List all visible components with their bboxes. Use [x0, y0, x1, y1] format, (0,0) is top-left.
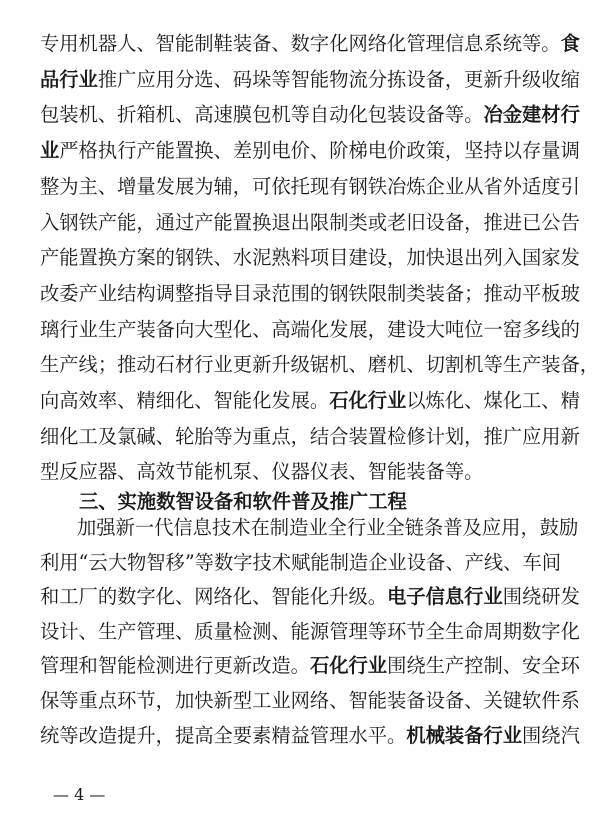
text-line	[40, 549, 562, 577]
text-line	[40, 351, 599, 379]
page-number: — 4 —	[53, 785, 106, 804]
text-run: 利用“云大物智移”等数字技术赋能制造企业设备、产线、车间	[40, 550, 562, 574]
text-run: 细化工及氯碱、轮胎等为重点，结合装置检修计划，推广应用新	[40, 424, 580, 448]
text-run: 以炼化、煤化工、精	[406, 389, 580, 412]
text-line	[40, 583, 580, 611]
text-run: 围绕生产控制、安全环	[387, 654, 580, 678]
text-line	[40, 30, 580, 58]
text-line	[40, 316, 580, 344]
text-line	[40, 209, 580, 237]
text-run: 围绕汽	[522, 723, 580, 747]
text-run: 改委产业结构调整指导目录范围的钢铁限制类装备；推动平板玻	[40, 281, 580, 305]
text-run: 整为主、增量发展为辅，可依托现有钢铁冶炼企业从省外适度引	[40, 174, 580, 198]
bold-keyword: 业	[40, 139, 60, 163]
text-run: 加强新一代信息技术在制造业全行业全链条普及应用，鼓励	[77, 516, 579, 539]
bold-keyword: 机械装备行业	[406, 723, 523, 747]
text-run: 和工厂的数字化、网络化、智能化升级。	[40, 585, 388, 609]
text-run: 设计、生产管理、质量检测、能源管理等环节全生命周期数字化	[40, 619, 580, 643]
text-line	[40, 423, 580, 451]
text-run: 管理和智能检测进行更新改造。	[40, 654, 310, 678]
text-line	[40, 66, 580, 94]
bold-keyword: 冶金建材行	[483, 103, 580, 127]
text-line	[40, 618, 580, 646]
text-line	[40, 722, 580, 750]
text-run: 璃行业生产装备向大型化、高端化发展，建设大吨位一窑多线的	[40, 317, 580, 341]
text-run: 统等改造提升，提高全要素精益管理水平。	[40, 723, 407, 747]
text-line	[40, 244, 580, 272]
text-line	[40, 458, 550, 486]
bold-keyword: 石化行业	[309, 654, 388, 678]
text-run: 推广应用分选、码垛等智能物流分拣设备，更新升级收缩	[97, 67, 580, 91]
text-run: 包装机、折箱机、高速膜包机等自动化包装设备等。	[40, 103, 484, 127]
text-line	[40, 687, 580, 715]
bold-keyword: 品行业	[40, 67, 98, 91]
text-run: 生产线；推动石材行业更新升级锯机、磨机、切割机等生产装备，	[40, 353, 599, 377]
text-run: 严格执行产能置换、差别电价、阶梯电价政策，坚持以存量调	[59, 139, 580, 163]
text-run: 保等重点环节，加快新型工业网络、智能装备设备、关键软件系	[40, 689, 580, 712]
bold-keyword: 石化行业	[329, 389, 407, 412]
text-line	[40, 101, 580, 129]
text-run: 专用机器人、智能制鞋装备、数字化网络化管理信息系统等。	[40, 32, 561, 55]
text-line	[40, 280, 580, 308]
text-run: 产能置换方案的钢铁、水泥熟料项目建设，加快退出列入国家发	[40, 246, 580, 270]
bold-keyword: 食	[560, 32, 580, 55]
text-line	[40, 387, 580, 415]
text-run: 围绕研发	[502, 585, 580, 609]
text-run: 入钢铁产能，通过产能置换退出限制类或老旧设备，推进已公告	[40, 210, 580, 234]
text-run: 型反应器、高效节能机泵、仪器仪表、智能装备等。	[40, 460, 484, 484]
section-heading: 三、实施数智设备和软件普及推广工程	[79, 490, 407, 513]
text-run: 向高效率、精细化、智能化发展。	[40, 389, 330, 412]
text-line	[77, 514, 579, 542]
text-line	[40, 137, 580, 165]
bold-keyword: 电子信息行业	[387, 585, 503, 609]
text-line	[40, 173, 580, 201]
text-line	[40, 652, 580, 680]
